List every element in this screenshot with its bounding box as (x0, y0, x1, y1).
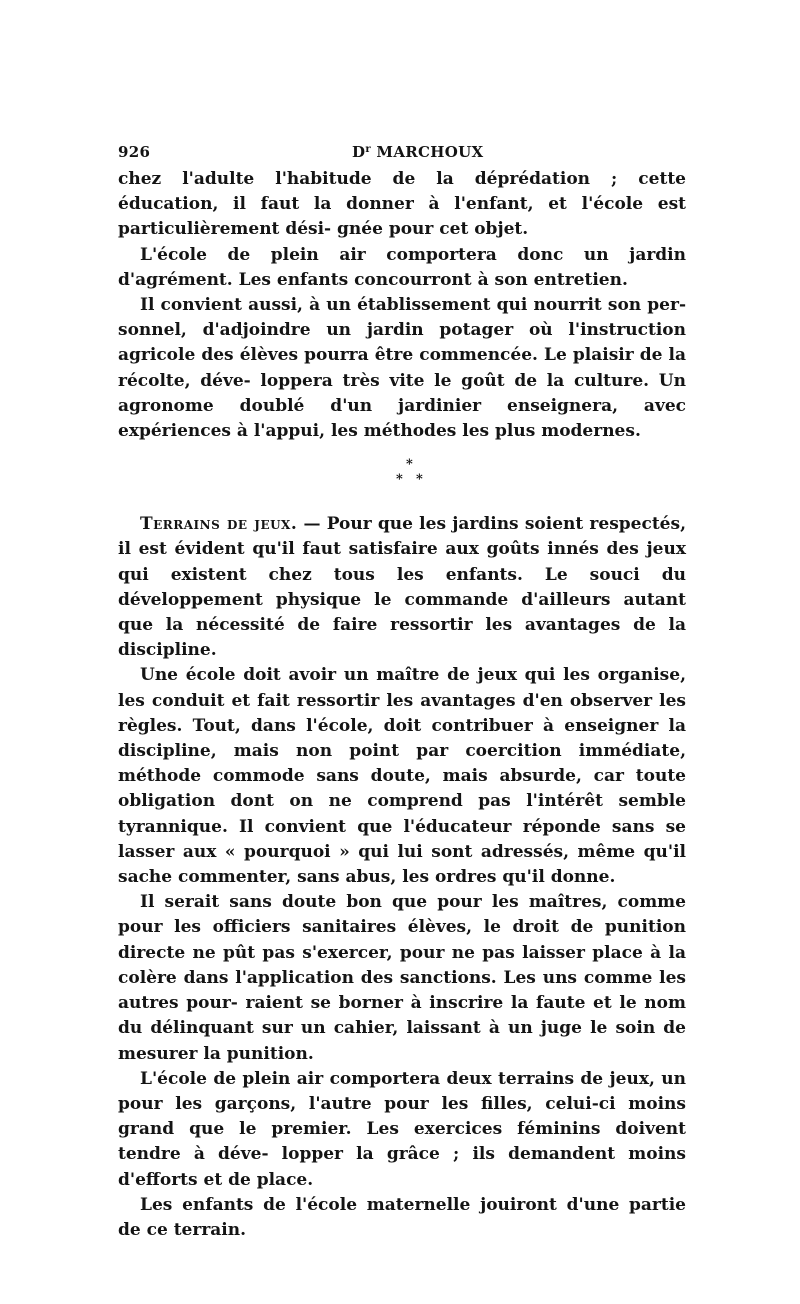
paragraph-jardin-potager: Il convient aussi, à un établissement qui nourrit son per- sonnel, d'adjoindre un jardin potager où l'instruction agricole des élèves pourra être commencée. Le plaisir de la récolte, déve- loppera très vite le goût de la culture. Un agronome doublé d'un jardinier enseignera, avec expériences à l'appui, les méthodes les plus modernes. (118, 295, 686, 442)
section-heading: Terrains de jeux. (140, 514, 298, 535)
asterism-star-top: * (406, 457, 413, 473)
author-name: MARCHOUX (376, 143, 484, 161)
section-first-paragraph: Pour que les jardins soient respectés, il est évident qu'il faut satisfaire aux goûts innés des jeux qui existent chez tous les enfants. Le souci du développement physique le commande d'ailleurs autant que la nécessité de faire ressortir les avantages de la discipline. (118, 514, 686, 661)
paragraph-continuation: chez l'adulte l'habitude de la déprédation ; cette éducation, il faut la donner à l'enfant, et l'école est particulièrement dési- gnée pour cet objet. (118, 169, 686, 240)
paragraph-maitre-de-jeux: Une école doit avoir un maître de jeux qui les organise, les conduit et fait ressortir les avantages d'en observer les règles. Tout, dans l'école, doit contribuer à enseigner la discipline, mais non point par coercition immédiate, méthode commode sans doute, mais absurde, car toute obligation dont on ne comprend pas l'intérêt semble tyrannique. Il convient que l'éducateur réponde sans se lasser aux « pourquoi » qui lui sont adressés, même qu'il sache commenter, sans abus, les ordres qu'il donne. (118, 665, 686, 888)
paragraph-jardin-agrement: L'école de plein air comportera donc un jardin d'agrément. Les enfants concourront à son entretien. (118, 244, 686, 290)
section-heading-dash: — (297, 514, 327, 535)
paragraph-terrains-de-jeux (118, 512, 686, 663)
paragraph-droit-de-punition: Il serait sans doute bon que pour les maîtres, comme pour les officiers sanitaires élèves, le droit de punition directe ne pût pas s'exercer, pour ne pas laisser place à la colère dans l'application des sanctions. Les uns comme les autres pour- raient se borner à inscrire la faute et le nom du délinquant sur un cahier, laissant à un juge le soin de mesurer la punition. (118, 892, 686, 1064)
running-head (352, 143, 483, 161)
author-superscript: r (365, 144, 371, 155)
paragraph-ecole-maternelle: Les enfants de l'école maternelle jouiront d'une partie de ce terrain. (118, 1194, 686, 1240)
section-separator-asterism (118, 444, 686, 512)
asterism-star-left: * (396, 472, 403, 488)
book-page (118, 143, 686, 1243)
author-prefix: D (352, 143, 366, 161)
asterism-star-right: * (416, 472, 423, 488)
page-header (118, 143, 686, 167)
page-number: 926 (118, 143, 151, 161)
paragraph-deux-terrains: L'école de plein air comportera deux terrains de jeux, un pour les garçons, l'autre pour les filles, celui-ci moins grand que le premier. Les exercices féminins doivent tendre à déve- lopper la grâce ; ils demandent moins d'efforts et de place. (118, 1068, 686, 1190)
page-body (118, 167, 686, 1243)
